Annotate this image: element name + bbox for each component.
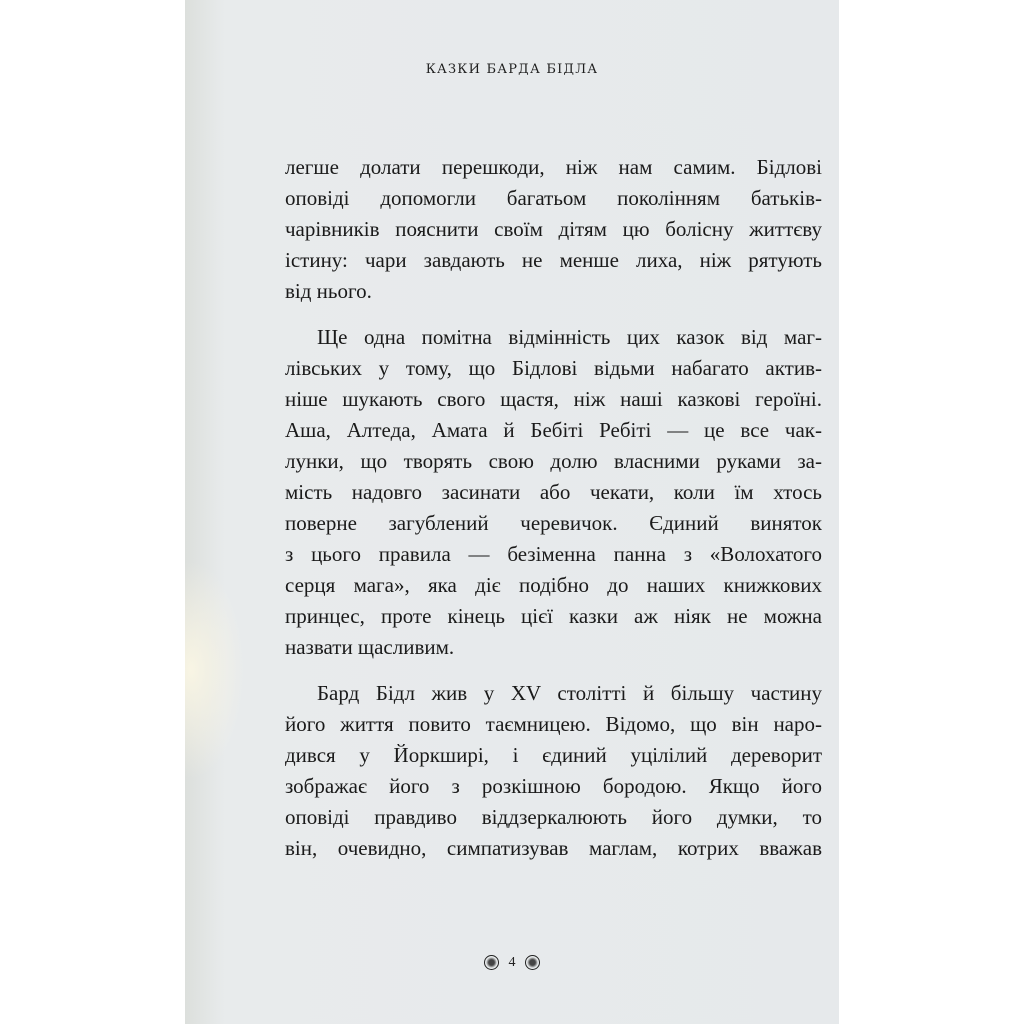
floral-ornament-icon (525, 955, 540, 970)
text-line: серця мага», яка діє подібно до наших книжкових (285, 573, 822, 597)
text-line: поверне загублений черевичок. Єдиний виняток (285, 511, 822, 535)
text-line: принцес, проте кінець цієї казки аж ніяк не можна (285, 604, 822, 628)
text-line: істину: чари завдають не менше лиха, ніж рятують (285, 248, 822, 272)
text-line: Аша, Алтеда, Амата й Бебіті Ребіті — це все чак- (285, 418, 822, 442)
text-line: назвати щасливим. (285, 635, 455, 659)
text-line: лівських у тому, що Бідлові відьми набагато актив- (285, 356, 822, 380)
text-line: мість надовго засинати або чекати, коли їм хтось (285, 480, 822, 504)
text-line: лунки, що творять свою долю власними руками за- (285, 449, 822, 473)
text-line: його життя повито таємницею. Відомо, що він наро- (285, 712, 822, 736)
book-page (185, 0, 839, 1024)
text-line: він, очевидно, симпатизував маглам, котрих вважав (285, 836, 822, 860)
text-line: Ще одна помітна відмінність цих казок від маг- (317, 325, 822, 349)
page-stain (185, 560, 245, 780)
text-line: чарівників пояснити своїм дітям цю болісну життєву (285, 217, 822, 241)
running-header: КАЗКИ БАРДА БІДЛА (425, 62, 599, 77)
page-number: 4 (508, 955, 516, 970)
body-text (285, 152, 822, 879)
paragraph (285, 678, 822, 864)
paragraph (285, 322, 822, 663)
text-line: з цього правила — безіменна панна з «Волохатого (285, 542, 822, 566)
text-line: легше долати перешкоди, ніж нам самим. Бідлові (285, 155, 822, 179)
text-line: дився у Йоркширі, і єдиний уцілілий дереворит (285, 743, 822, 767)
text-line: від нього. (285, 279, 372, 303)
paragraph (285, 152, 822, 307)
text-line: оповіді правдиво віддзеркалюють його думки, то (285, 805, 822, 829)
text-line: оповіді допомогли багатьом поколінням батьків- (285, 186, 822, 210)
text-line: зображає його з розкішною бородою. Якщо його (285, 774, 822, 798)
text-line: Бард Бідл жив у XV столітті й більшу частину (317, 681, 822, 705)
page-footer (185, 955, 839, 971)
floral-ornament-icon (484, 955, 499, 970)
text-line: ніше шукають свого щастя, ніж наші казкові героїні. (285, 387, 822, 411)
